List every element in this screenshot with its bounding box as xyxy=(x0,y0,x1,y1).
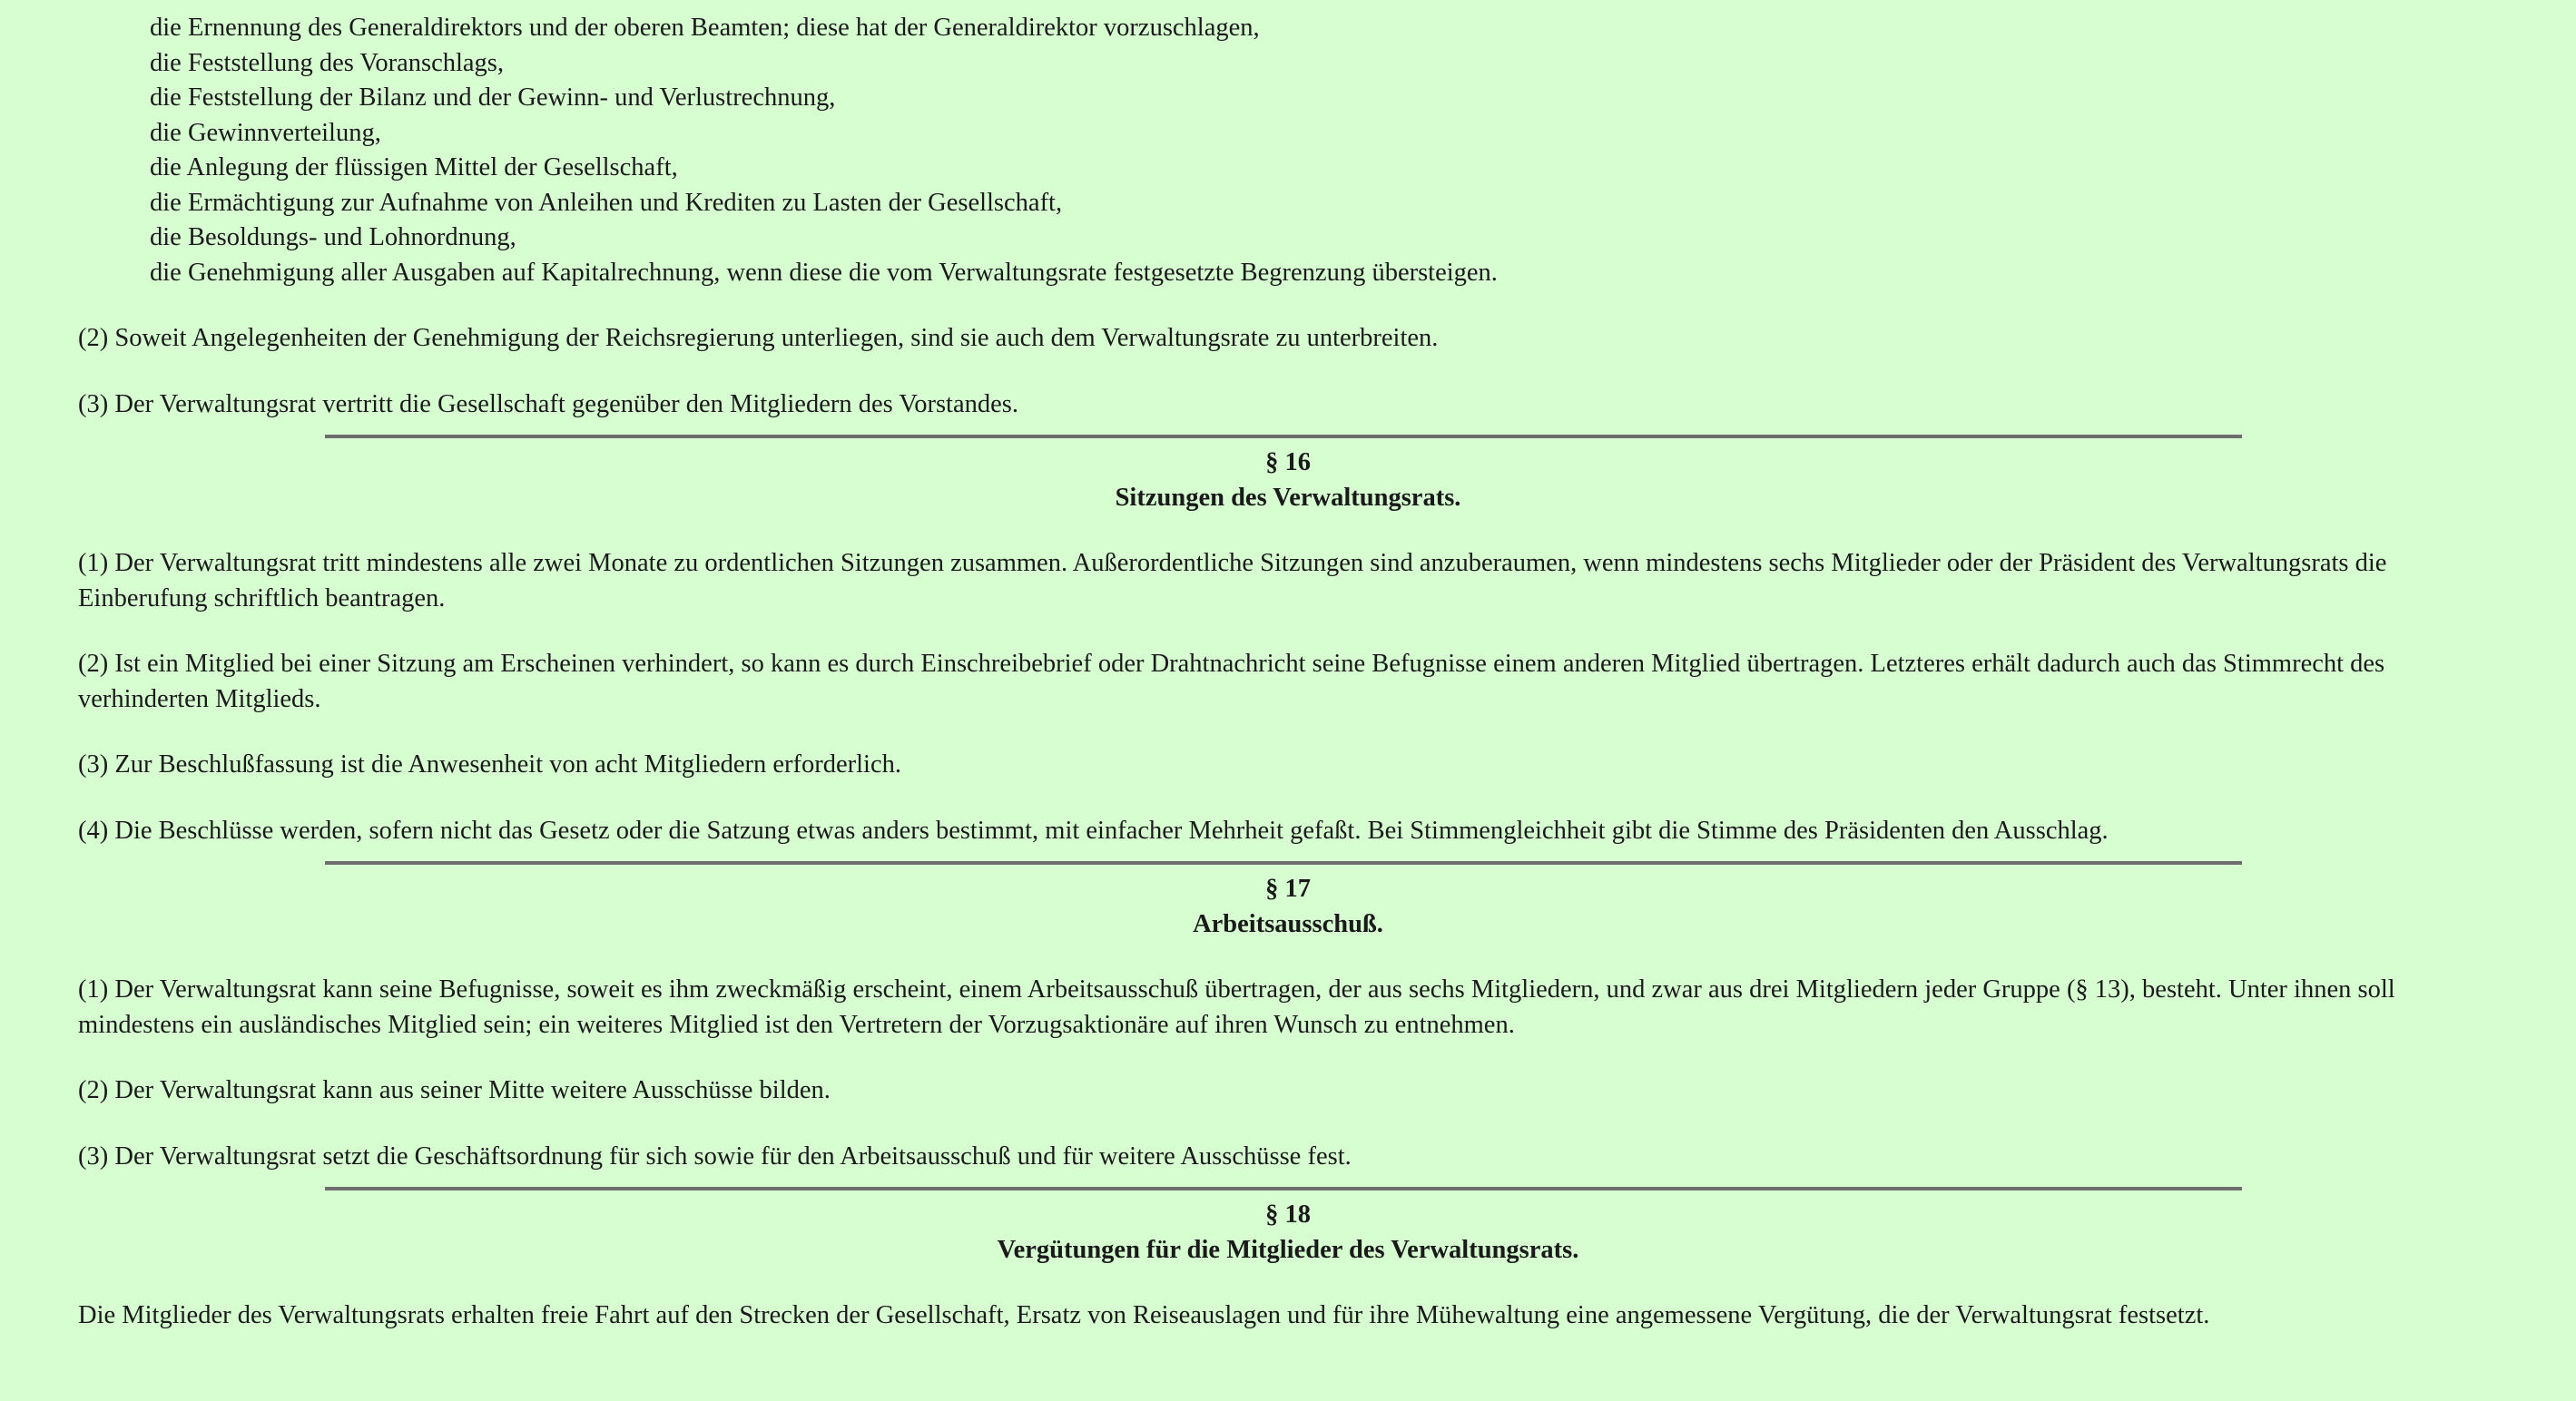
s15-paragraph-2: (2) Soweit Angelegenheiten der Genehmigung der Reichsregierung unterliegen, sind sie auch dem Verwaltungsrate zu unterbreiten. xyxy=(78,324,1439,352)
powers-list xyxy=(78,11,2498,290)
section-divider xyxy=(325,861,2242,865)
section-18-heading xyxy=(78,1192,2498,1268)
section-divider xyxy=(325,435,2242,438)
list-item: die Besoldungs- und Lohnordnung, xyxy=(150,223,516,251)
list-item: die Ermächtigung zur Aufnahme von Anleihen und Krediten zu Lasten der Gesellschaft, xyxy=(150,188,1063,217)
s18-paragraph-1: Die Mitglieder des Verwaltungsrats erhalten freie Fahrt auf den Strecken der Gesellschaft, Ersatz von Reiseauslagen und für ihre Mühewaltung eine angemessene Vergütung, die der Verwaltungsrat festsetzt. xyxy=(78,1301,2210,1329)
section-number: § 17 xyxy=(1265,875,1311,903)
s16-paragraph-4: (4) Die Beschlüsse werden, sofern nicht das Gesetz oder die Satzung etwas anders bestimmt, mit einfacher Mehrheit gefaßt. Bei Stimmengleichheit gibt die Stimme des Präsidenten den Ausschlag. xyxy=(78,816,2109,845)
s16-paragraph-3: (3) Zur Beschlußfassung ist die Anwesenheit von acht Mitgliedern erforderlich. xyxy=(78,750,902,779)
section-number: § 18 xyxy=(1265,1200,1311,1229)
section-title: Vergütungen für die Mitglieder des Verwaltungsrats. xyxy=(997,1235,1579,1264)
list-item: die Ernennung des Generaldirektors und der oberen Beamten; diese hat der Generaldirektor vorzuschlagen, xyxy=(150,14,1260,42)
section-17-heading xyxy=(78,867,2498,942)
section-title: Arbeitsausschuß. xyxy=(1193,909,1383,938)
section-title: Sitzungen des Verwaltungsrats. xyxy=(1115,483,1461,512)
s17-paragraph-1: (1) Der Verwaltungsrat kann seine Befugnisse, soweit es ihm zweckmäßig erscheint, einem Arbeitsausschuß übertragen, der aus sechs Mitgliedern, und zwar aus drei Mitgliedern jeder Gruppe (§ 13), besteht. Unter ihnen soll mindestens ein ausländisches Mitglied sein; ein weiteres Mitglied ist den Vertretern der Vorzugsaktionäre auf ihren Wunsch zu entnehmen. xyxy=(78,975,2395,1039)
section-16-heading xyxy=(78,440,2498,515)
s16-paragraph-2: (2) Ist ein Mitglied bei einer Sitzung am Erscheinen verhindert, so kann es durch Einschreibebrief oder Drahtnachricht seine Befugnisse einem anderen Mitglied übertragen. Letzteres erhält dadurch auch das Stimmrecht des verhinderten Mitglieds. xyxy=(78,650,2385,713)
section-divider xyxy=(325,1187,2242,1190)
s17-paragraph-3: (3) Der Verwaltungsrat setzt die Geschäftsordnung für sich sowie für den Arbeitsausschuß und für weitere Ausschüsse fest. xyxy=(78,1141,1352,1171)
list-item: die Genehmigung aller Ausgaben auf Kapitalrechnung, wenn diese die vom Verwaltungsrate festgesetzte Begrenzung übersteigen. xyxy=(150,258,1498,287)
list-item: die Anlegung der flüssigen Mittel der Gesellschaft, xyxy=(150,153,678,181)
s16-paragraph-1: (1) Der Verwaltungsrat tritt mindestens alle zwei Monate zu ordentlichen Sitzungen zusammen. Außerordentliche Sitzungen sind anzuberaumen, wenn mindestens sechs Mitglieder oder der Präsident des Verwaltungsrats die Einberufung schriftlich beantragen. xyxy=(78,549,2387,612)
list-item: die Gewinnverteilung, xyxy=(150,118,381,147)
s17-paragraph-2: (2) Der Verwaltungsrat kann aus seiner Mitte weitere Ausschüsse bilden. xyxy=(78,1076,831,1104)
s15-paragraph-3: (3) Der Verwaltungsrat vertritt die Gesellschaft gegenüber den Mitgliedern des Vorstandes. xyxy=(78,389,1018,418)
list-item: die Feststellung des Voranschlags, xyxy=(150,48,504,77)
list-item: die Feststellung der Bilanz und der Gewinn- und Verlustrechnung, xyxy=(150,83,836,112)
section-number: § 16 xyxy=(1265,448,1311,476)
